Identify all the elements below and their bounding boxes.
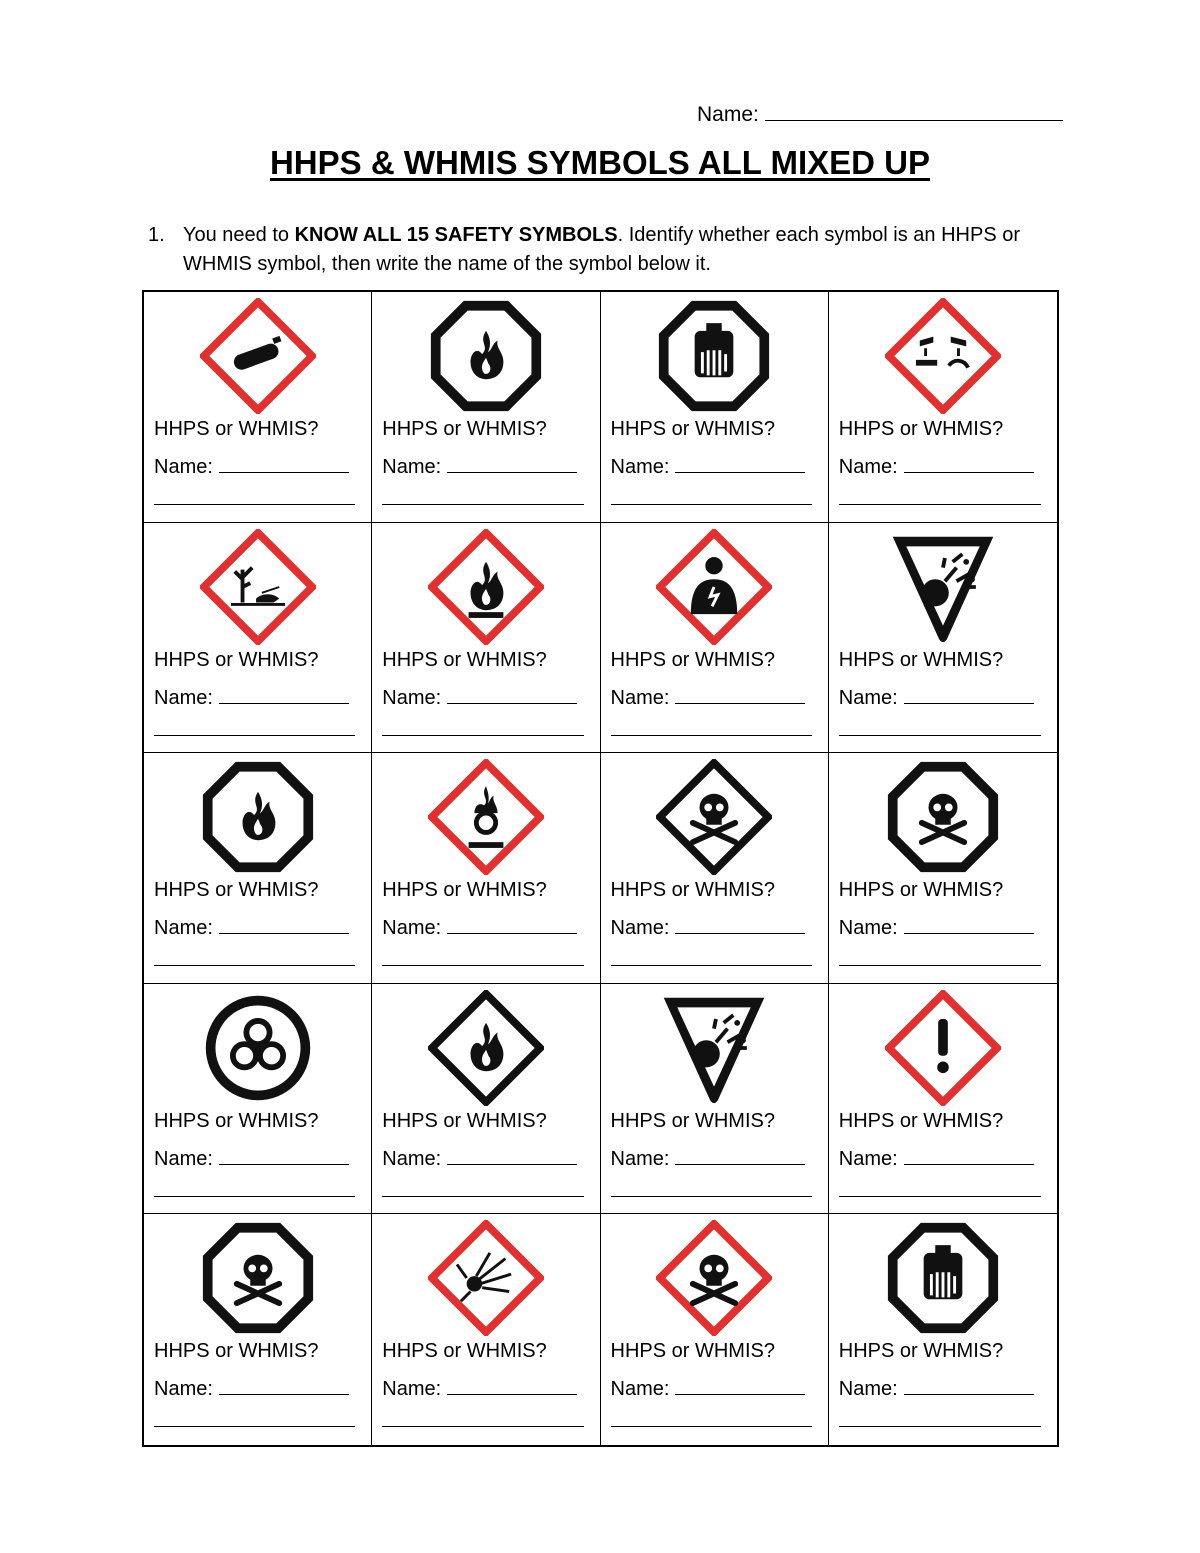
symbol-name-second-line[interactable] xyxy=(154,1196,355,1197)
symbol-name-blank[interactable] xyxy=(675,1376,805,1395)
instructions-bold: KNOW ALL 15 SAFETY SYMBOLS xyxy=(294,224,618,246)
symbol-name-blank[interactable] xyxy=(904,454,1034,473)
symbol-name-blank[interactable] xyxy=(904,915,1034,934)
symbol-name-field xyxy=(611,454,806,479)
biohazard-icon xyxy=(200,990,316,1106)
symbol-grid xyxy=(142,290,1059,1447)
hhps-or-whmis-question: HHPS or WHMIS? xyxy=(154,1109,319,1132)
symbol-name-label: Name: xyxy=(610,686,670,709)
symbol-name-label: Name: xyxy=(610,1378,670,1401)
symbol-name-field xyxy=(611,1376,806,1401)
symbol-cell xyxy=(829,523,1057,754)
hhps-or-whmis-question: HHPS or WHMIS? xyxy=(838,1109,1004,1132)
hhps-or-whmis-question: HHPS or WHMIS? xyxy=(610,879,775,902)
symbol-name-second-line[interactable] xyxy=(154,1426,355,1427)
symbol-name-second-line[interactable] xyxy=(382,504,583,505)
symbol-cell xyxy=(829,753,1057,984)
hhps-or-whmis-question: HHPS or WHMIS? xyxy=(154,1340,319,1363)
symbol-name-second-line[interactable] xyxy=(382,965,583,966)
symbol-name-field xyxy=(611,1146,806,1171)
symbol-name-field xyxy=(154,915,349,940)
hhps-or-whmis-question: HHPS or WHMIS? xyxy=(838,1340,1004,1363)
symbol-name-label: Name: xyxy=(154,1378,213,1401)
symbol-name-blank[interactable] xyxy=(904,1146,1034,1165)
symbol-name-blank[interactable] xyxy=(219,915,349,934)
explosive-triangle-icon xyxy=(885,529,1001,645)
symbol-name-field xyxy=(382,1376,577,1401)
symbol-name-blank[interactable] xyxy=(219,685,349,704)
hhps-or-whmis-question: HHPS or WHMIS? xyxy=(154,648,319,671)
symbol-cell xyxy=(372,1214,600,1445)
symbol-name-second-line[interactable] xyxy=(611,1196,812,1197)
symbol-name-field xyxy=(154,454,349,479)
symbol-name-second-line[interactable] xyxy=(839,965,1041,966)
instructions xyxy=(148,221,1068,279)
symbol-name-field xyxy=(382,685,577,710)
symbol-cell xyxy=(372,984,600,1215)
symbol-name-second-line[interactable] xyxy=(839,1196,1041,1197)
hhps-or-whmis-question: HHPS or WHMIS? xyxy=(382,648,547,671)
symbol-name-blank[interactable] xyxy=(904,685,1034,704)
student-name-blank[interactable] xyxy=(765,100,1063,121)
poison-octagon-icon xyxy=(885,759,1001,875)
page-title: HHPS & WHMIS SYMBOLS ALL MIXED UP xyxy=(269,144,931,181)
symbol-cell xyxy=(144,1214,372,1445)
symbol-name-field xyxy=(839,454,1034,479)
symbol-name-blank[interactable] xyxy=(675,454,805,473)
symbol-name-blank[interactable] xyxy=(447,454,577,473)
symbol-cell xyxy=(372,292,600,523)
hhps-or-whmis-question: HHPS or WHMIS? xyxy=(838,418,1004,440)
symbol-name-blank[interactable] xyxy=(904,1376,1034,1395)
environment-icon xyxy=(200,529,316,645)
hhps-or-whmis-question: HHPS or WHMIS? xyxy=(610,1340,775,1363)
skull-crossbones-icon xyxy=(656,1220,772,1336)
symbol-name-second-line[interactable] xyxy=(839,504,1041,505)
symbol-name-label: Name: xyxy=(838,456,898,478)
question-number: 1. xyxy=(148,224,165,246)
symbol-name-second-line[interactable] xyxy=(611,504,812,505)
hhps-or-whmis-question: HHPS or WHMIS? xyxy=(382,418,547,440)
instructions-text xyxy=(183,221,1068,279)
gas-cylinder-icon xyxy=(200,298,316,414)
hhps-or-whmis-question: HHPS or WHMIS? xyxy=(382,879,547,902)
symbol-name-second-line[interactable] xyxy=(382,1426,583,1427)
exploding-bomb-icon xyxy=(428,1220,544,1336)
symbol-cell xyxy=(144,984,372,1215)
symbol-name-label: Name: xyxy=(154,686,213,709)
symbol-cell xyxy=(601,1214,829,1445)
symbol-name-field xyxy=(154,1376,349,1401)
symbol-name-field xyxy=(382,915,577,940)
symbol-name-second-line[interactable] xyxy=(611,965,812,966)
symbol-name-label: Name: xyxy=(838,1378,898,1401)
symbol-name-blank[interactable] xyxy=(219,1146,349,1165)
symbol-name-label: Name: xyxy=(154,456,213,478)
symbol-name-second-line[interactable] xyxy=(154,504,355,505)
symbol-cell xyxy=(829,1214,1057,1445)
symbol-name-label: Name: xyxy=(154,917,213,940)
symbol-name-field xyxy=(382,454,577,479)
symbol-name-label: Name: xyxy=(838,686,898,709)
hhps-or-whmis-question: HHPS or WHMIS? xyxy=(610,418,775,440)
symbol-name-label: Name: xyxy=(382,1147,442,1170)
poison-octagon-icon xyxy=(200,1220,316,1336)
symbol-name-label: Name: xyxy=(382,456,442,478)
flame-black-diamond-icon xyxy=(428,990,544,1106)
health-hazard-icon xyxy=(656,529,772,645)
symbol-name-second-line[interactable] xyxy=(382,735,583,736)
skull-crossbones-black-diamond-icon xyxy=(656,759,772,875)
symbol-name-second-line[interactable] xyxy=(154,735,355,736)
symbol-name-blank[interactable] xyxy=(675,1146,805,1165)
symbol-cell xyxy=(144,292,372,523)
symbol-name-label: Name: xyxy=(610,917,670,940)
symbol-name-field xyxy=(154,1146,349,1171)
symbol-name-field xyxy=(382,1146,577,1171)
symbol-cell xyxy=(601,523,829,754)
symbol-name-label: Name: xyxy=(382,917,442,940)
symbol-name-field xyxy=(839,1146,1034,1171)
symbol-name-label: Name: xyxy=(382,1378,442,1401)
instructions-post: . Identify whether each symbol is an HHPS or WHMIS symbol, then write the name of the symbol below it. xyxy=(183,224,1020,275)
symbol-name-label: Name: xyxy=(838,1147,898,1170)
explosive-triangle-icon xyxy=(656,990,772,1106)
corrosive-octagon-icon xyxy=(885,1220,1001,1336)
symbol-name-second-line[interactable] xyxy=(839,735,1041,736)
flame-over-circle-icon xyxy=(428,759,544,875)
symbol-name-label: Name: xyxy=(610,456,670,478)
symbol-name-second-line[interactable] xyxy=(611,735,812,736)
instructions-pre: You need to xyxy=(183,224,295,246)
hhps-or-whmis-question: HHPS or WHMIS? xyxy=(154,879,319,902)
symbol-cell xyxy=(829,292,1057,523)
symbol-name-blank[interactable] xyxy=(447,685,577,704)
hhps-or-whmis-question: HHPS or WHMIS? xyxy=(382,1340,547,1363)
symbol-name-second-line[interactable] xyxy=(382,1196,583,1197)
flammable-octagon-icon xyxy=(200,759,316,875)
symbol-name-field xyxy=(611,915,806,940)
hhps-or-whmis-question: HHPS or WHMIS? xyxy=(610,648,775,671)
hhps-or-whmis-question: HHPS or WHMIS? xyxy=(838,648,1004,671)
symbol-name-field xyxy=(839,685,1034,710)
symbol-name-blank[interactable] xyxy=(219,1376,349,1395)
symbol-cell xyxy=(601,292,829,523)
symbol-cell xyxy=(601,984,829,1215)
symbol-name-label: Name: xyxy=(838,917,898,940)
symbol-name-blank[interactable] xyxy=(447,1146,577,1165)
hhps-or-whmis-question: HHPS or WHMIS? xyxy=(382,1109,547,1132)
symbol-cell xyxy=(144,753,372,984)
symbol-cell xyxy=(372,753,600,984)
symbol-name-blank[interactable] xyxy=(675,915,805,934)
symbol-name-blank[interactable] xyxy=(675,685,805,704)
symbol-cell xyxy=(829,984,1057,1215)
symbol-cell xyxy=(144,523,372,754)
corrosion-icon xyxy=(885,298,1001,414)
flame-icon xyxy=(428,529,544,645)
symbol-name-second-line[interactable] xyxy=(839,1426,1041,1427)
symbol-name-field xyxy=(839,1376,1034,1401)
symbol-name-label: Name: xyxy=(382,686,442,709)
symbol-name-field xyxy=(839,915,1034,940)
symbol-name-blank[interactable] xyxy=(447,915,577,934)
symbol-cell xyxy=(601,753,829,984)
corrosive-octagon-icon xyxy=(656,298,772,414)
symbol-name-label: Name: xyxy=(154,1147,213,1170)
symbol-name-blank[interactable] xyxy=(219,454,349,473)
symbol-name-field xyxy=(611,685,806,710)
student-name-field xyxy=(697,100,1063,127)
symbol-cell xyxy=(372,523,600,754)
symbol-name-second-line[interactable] xyxy=(611,1426,812,1427)
symbol-name-second-line[interactable] xyxy=(154,965,355,966)
student-name-label: Name: xyxy=(697,103,759,126)
symbol-name-label: Name: xyxy=(610,1147,670,1170)
symbol-name-blank[interactable] xyxy=(447,1376,577,1395)
exclamation-mark-icon xyxy=(885,990,1001,1106)
hhps-or-whmis-question: HHPS or WHMIS? xyxy=(154,418,319,440)
hhps-or-whmis-question: HHPS or WHMIS? xyxy=(838,879,1004,902)
flammable-octagon-icon xyxy=(428,298,544,414)
symbol-name-field xyxy=(154,685,349,710)
hhps-or-whmis-question: HHPS or WHMIS? xyxy=(610,1109,775,1132)
